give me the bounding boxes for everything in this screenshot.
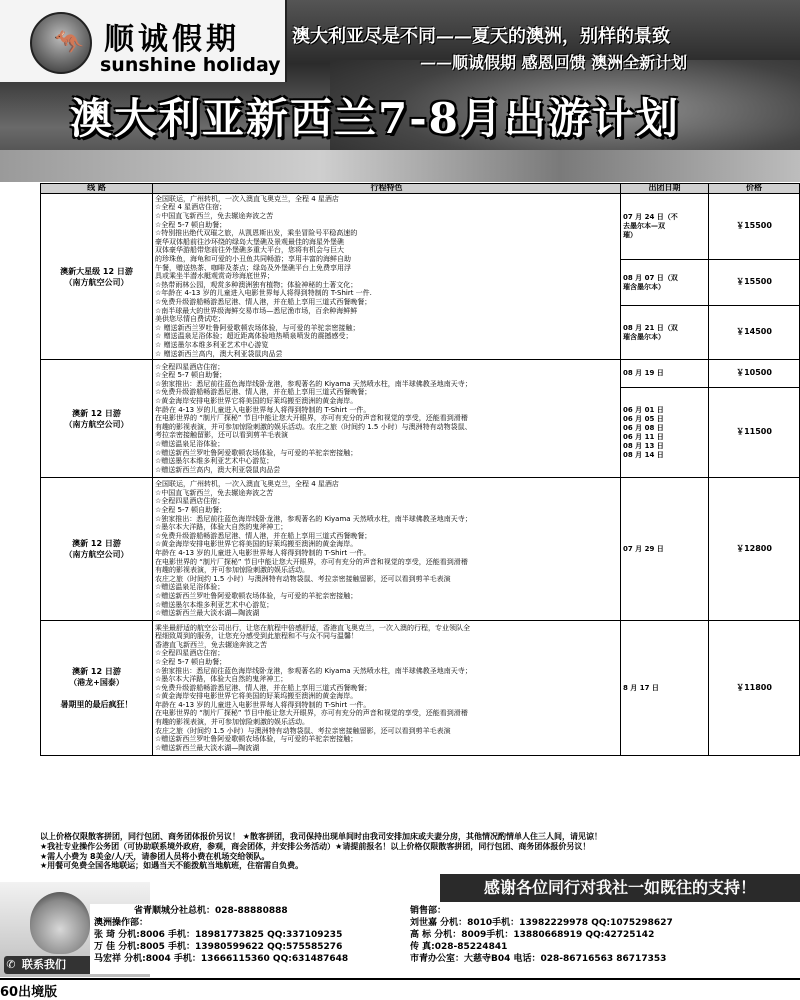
feature-line: ☆中国直飞新西兰，免去辗途奔波之苦 [155, 212, 274, 221]
feature-line: ☆ 赠送温泉足浴体验；超近距离体验地热喷泉喷发的震撼感受； [155, 332, 353, 341]
departure-date: 璀） [623, 231, 637, 239]
feature-line: ☆赠送新西兰罗吐鲁阿爱歌顿农场体验，与可爱的羊驼亲密接触； [155, 735, 358, 744]
feature-line: 农庄之旅（时间约 1.5 小时）与澳洲特有动物袋鼠、考拉亲密接触留影，还可以看到剪羊毛表演 [155, 574, 451, 583]
feature-line: ☆南半球最大的世界级海鲜交易市场—悉尼渔市场，百余种海鲜鲜 [155, 306, 358, 315]
features-cell [153, 360, 621, 478]
route-name: 澳新 12 日游 [72, 667, 121, 676]
itinerary-table [40, 183, 800, 756]
feature-line: 年龄在 4-13 岁的儿童进入电影世界每人将得到特制的 T-Shirt 一件。 [155, 549, 371, 557]
feature-line: 年龄在 4-13 岁的儿童进入电影世界每人将得到特制的 T-Shirt 一件。 [155, 700, 371, 709]
price-cell: ￥15500 [709, 194, 800, 260]
feature-line: ☆全程 5-7 顿自助餐； [155, 371, 227, 380]
contact-info [90, 904, 800, 974]
feature-line: 年龄在 4-13 岁的儿童进入电影世界每人将得到特制的 T-Shirt 一件。 [155, 405, 371, 414]
feature-line: ☆赠送新西兰最大淡水湖—陶波湖 [155, 743, 260, 752]
feature-line: ☆赠送新西兰最大淡水湖—陶波湖 [155, 609, 260, 618]
table-row [41, 360, 800, 388]
feature-line: ☆赠送新西兰高内，澳大利亚袋鼠肉品尝 [155, 465, 281, 474]
feature-line: 双体豪华游船带您前往外堡礁多重大平台，您将有机会与巨大 [155, 246, 344, 255]
feature-line: 全国联运，广州转机，一次入澳直飞奥克兰，全程 4 星酒店 [155, 480, 339, 489]
footer-divider [0, 978, 800, 980]
scenery-strip [0, 150, 800, 182]
feature-line: 具或乘坐半潜水艇观赏奇珍海底世界； [155, 272, 274, 281]
departure-date: 07 月 29 日 [623, 544, 664, 553]
feature-line: ☆墨尔本大洋路，体验大自然的鬼斧神工； [155, 523, 288, 532]
feature-line: ☆年龄在 4-13 岁的儿童进入电影世界每人将得到特制的 T-Shirt 一件. [155, 289, 372, 298]
departure-date: 去墨尔本—双 [623, 222, 665, 230]
fax-line: 传 真:028-85224841 [410, 942, 508, 952]
route-airline: （南方航空公司） [64, 550, 129, 559]
feature-line: 在电影世界的 “制片厂探秘” 节目中能让您大开眼界，亦可有充分的声音和视觉的享受，还能看到滑稽 [155, 709, 468, 718]
feature-line: ☆墨尔本大洋路，体验大自然的鬼斧神工； [155, 675, 288, 684]
feature-line: ☆赠送温泉足浴体验； [155, 439, 225, 448]
kangaroo-logo-icon: 🦘 [30, 12, 92, 74]
feature-line: ☆独家推出：悉尼前往蓝色海岸线卧龙港，参观著名的 Kiyama 天然喷水柱，南半球佛教圣地南天寺； [155, 379, 472, 388]
departure-date-cell [621, 388, 709, 478]
departure-date: 06 月 05 日 [623, 414, 664, 423]
tagline-1: 澳大利亚尽是不同——夏天的澳洲，别样的景致 [292, 26, 670, 47]
departure-date-cell [621, 360, 709, 388]
feature-line: ☆ 赠送新西兰高内，澳大利亚袋鼠肉品尝 [155, 349, 283, 358]
feature-line: ☆赠送新西兰罗吐鲁阿爱歌顿农场体验，与可爱的羊驼亲密接触； [155, 448, 358, 457]
contact-us-label: 联系我们 [21, 958, 66, 971]
feature-line: ☆黄金海岸安排电影世界它将美国的好莱坞搬至澳洲的黄金海岸。 [155, 540, 358, 549]
header-features: 行程特色 [153, 184, 621, 194]
feature-line: ☆ 赠送墨尔本维多利亚艺术中心游览 [155, 340, 269, 349]
features-cell [153, 478, 621, 621]
price-cell: ￥12800 [709, 478, 800, 621]
feature-line: 有趣的影视表演，并可参加惊险刺激的娱乐活动。 [155, 566, 309, 575]
route-name: 澳新 12 日游 [72, 539, 121, 548]
feature-line: 程细致周到的服务，让您充分感受到此旅程和不与众不同与温馨！ [155, 632, 358, 641]
route-slogan: 暑期里的最后疯狂！ [60, 700, 133, 709]
departure-date: 08 月 19 日 [623, 369, 664, 377]
ops-staff-line: 马宏祥 分机:8004 手机：13666115360 QQ:631487648 [94, 954, 349, 964]
feature-line: 午餐，赠送热茶、咖啡及茶点；绿岛及外堡礁平台上免费享用浮 [155, 263, 351, 272]
feature-line: 有趣的影视表演，并可参加惊险刺激的娱乐活动。 [155, 718, 309, 727]
tagline-2: ——顺诚假期 感恩回馈 澳洲全新计划 [420, 53, 688, 72]
note-line: ★用餐可免费全国各地联运；如遇当天不能拨航当地航班，住宿需自负费。 [40, 861, 304, 871]
feature-line: ☆全程四星酒店住宿； [155, 497, 225, 506]
departure-date: 08 月 14 日 [623, 450, 664, 459]
feature-line: ☆ 赠送新西兰罗吐鲁阿爱歌顿农场体验，与可爱的羊驼亲密接触； [155, 323, 360, 332]
route-cell [41, 194, 153, 360]
price-cell: ￥15500 [709, 260, 800, 306]
feature-line: 的珍珠鱼，海龟和可爱的小丑鱼共同畅游；享用丰富的海鲜自助 [155, 255, 351, 264]
price-cell: ￥11800 [709, 621, 800, 756]
feature-line: 农庄之旅（时间约 1.5 小时）与澳洲特有动物袋鼠、考拉亲密接触留影，还可以看到剪羊毛表演 [155, 726, 451, 735]
phone-icon: ✆ [6, 958, 16, 971]
departure-date: 08 月 21 日（双 [623, 323, 678, 332]
feature-line: ☆全程四星酒店住宿； [155, 362, 225, 371]
table-row [41, 478, 800, 621]
route-airline: （南方航空公司） [64, 419, 129, 429]
sales-staff-line: 刘世嘉 分机：8010手机：13982229978 QQ:1075298627 [410, 918, 673, 928]
table-row [41, 621, 800, 756]
departure-date: 08 月 07 日（双 [623, 273, 678, 282]
feature-line: 豪华双体船前往沙环绕的绿岛大堡礁及景观最佳的海星外堡礁 [155, 237, 344, 246]
departure-date-cell [621, 478, 709, 621]
features-cell [153, 194, 621, 360]
feature-line: 乘坐最舒适的航空公司出行，让您在航程中倍感舒适，香港直飞奥克兰，一次入澳的行程，专业领队全 [155, 623, 470, 632]
logo-block [0, 0, 287, 82]
company-switchboard: 省青顺城分社总机：028-88880888 [134, 906, 288, 916]
feature-line: ☆赠送新西兰罗吐鲁阿爱歌顿农场体验，与可爱的羊驼亲密接触； [155, 591, 358, 600]
route-cell [41, 360, 153, 478]
feature-line: ☆全程 5-7 顿自助餐； [155, 220, 227, 229]
feature-line: 香港直飞新西兰，免去辗途奔波之苦 [155, 640, 267, 649]
price-cell: ￥11500 [709, 388, 800, 478]
feature-line: ☆中国直飞新西兰，免去辗途奔波之苦 [155, 488, 274, 497]
route-name: 澳新大星级 12 日游 [60, 266, 133, 276]
customer-service-avatar [30, 892, 90, 954]
departure-date: 06 月 08 日 [623, 423, 664, 432]
feature-line: ☆独家推出：悉尼前往蓝色海岸线卧龙港，参观著名的 Kiyama 天然喷水柱，南半球佛教圣地南天寺； [155, 514, 472, 523]
table-header-row [41, 184, 800, 194]
feature-line: ☆全程 4 星酒店住宿； [155, 203, 227, 212]
feature-line: ☆赠送墨尔本维多利亚艺术中心游览； [155, 457, 274, 466]
feature-line: 在电影世界的 “制片厂探秘” 节目中能让您大开眼界，亦可有充分的声音和视觉的享受，还能看到滑稽 [155, 557, 468, 566]
feature-line: ☆独家推出：悉尼前往蓝色海岸线卧龙港，参观著名的 Kiyama 天然喷水柱，南半球佛教圣地南天寺； [155, 666, 472, 675]
sales-department: 销售部： [410, 906, 447, 916]
feature-line: 全国联运，广州转机，一次入澳直飞奥克兰，全程 4 星酒店 [155, 194, 339, 203]
feature-line: 在电影世界的 “制片厂探秘” 节目中能让您大开眼界，亦可有充分的声音和视觉的享受，还能看到滑稽 [155, 414, 468, 423]
header-banner [0, 0, 800, 182]
feature-line: ☆全程四星酒店住宿； [155, 649, 225, 658]
route-airline: （南方航空公司） [64, 277, 129, 287]
price-cell: ￥14500 [709, 306, 800, 360]
departure-date: 璀含墨尔本） [623, 332, 665, 341]
feature-line: ☆免费升级游船畅游悉尼港、情人港，并在船上享用三道式西餐晚餐； [155, 683, 372, 692]
table-row [41, 194, 800, 260]
ops-staff-line: 万 佳 分机:8005 手机：13980599622 QQ:575585276 [94, 942, 343, 952]
header-price: 价格 [709, 184, 800, 194]
page-title: 澳大利亚新西兰7-8月出游计划 [70, 94, 680, 143]
thanks-banner: 感谢各位同行对我社一如既往的支持！ [440, 874, 800, 902]
note-line: ★需人小费为 8美金/人/天，请参团人员将小费在机场交给领队。 [40, 851, 270, 861]
departure-date: 8 月 17 日 [623, 683, 659, 692]
brand-name-cn: 顺诚假期 [104, 22, 240, 57]
departure-date: 08 月 13 日 [623, 441, 664, 450]
departure-date-cell [621, 621, 709, 756]
feature-line: 考拉亲密接触留影，还可以看到剪羊毛表演 [155, 431, 288, 440]
route-spacer [43, 688, 150, 699]
feature-line: ☆免费升级游船畅游悉尼港、情人港，并在船上享用三道式西餐晚餐； [155, 388, 372, 397]
feature-line: ☆免费升级游船畅游悉尼港、情人港，并在船上享用三道式西餐晚餐； [155, 531, 372, 540]
ops-department: 澳洲操作部： [94, 918, 149, 928]
brand-name-en: sunshine holiday [100, 54, 281, 76]
feature-line: 有趣的影视表演，并可参加惊险刺激的娱乐活动。农庄之旅（时间约 1.5 小时）与澳洲特有动物袋鼠、 [155, 422, 472, 431]
feature-line: ☆赠送墨尔本维多利亚艺术中心游览； [155, 600, 274, 609]
feature-line: ☆全程 5-7 顿自助餐； [155, 657, 227, 666]
feature-line: 美供您尽情自费试吃； [155, 315, 225, 324]
departure-date-cell [621, 194, 709, 260]
features-cell [153, 621, 621, 756]
header-route: 线 路 [41, 184, 153, 194]
departure-date: 璀含墨尔本） [623, 282, 665, 291]
feature-line: ☆黄金海岸安排电影世界它将美国的好莱坞搬至澳洲的黄金海岸。 [155, 397, 358, 406]
page-footer: 60出境版 [0, 985, 58, 1000]
feature-line: ☆赠送温泉足浴体验； [155, 583, 225, 592]
contact-us-button[interactable] [4, 956, 104, 974]
feature-line: ☆特别推出绝代双璀之旅，从凯恩斯出发，乘坐冒险号平稳高速的 [155, 229, 358, 238]
feature-line: ☆全程 5-7 顿自助餐； [155, 506, 227, 515]
price-cell: ￥10500 [709, 360, 800, 388]
departure-date-cell [621, 260, 709, 306]
ops-staff-line: 张 琦 分机:8006 手机：18981773825 QQ:337109235 [94, 930, 343, 940]
note-line: ★我社专业操作公务团（可协助联系境外政府，参观，商会团体，并安排公务活动）★请提前报名！以上价格仅限散客拼团，同行包团、商务团体报价另议！ [40, 841, 591, 851]
departure-date: 07 月 24 日（不 [623, 213, 678, 221]
office-line: 市青办公室：大慈寺B04 电话：028-86716563 86717353 [410, 954, 667, 964]
departure-date: 06 月 01 日 [623, 405, 664, 414]
departure-date-cell [621, 306, 709, 360]
sales-staff-line: 高 标 分机：8009手机：13880668919 QQ:42725142 [410, 930, 655, 940]
booking-notes [40, 832, 800, 871]
departure-date: 06 月 11 日 [623, 432, 664, 441]
header-dates: 出团日期 [621, 184, 709, 194]
feature-line: ☆免费升级游船畅游悉尼港、情人港，并在船上享用三道式西餐晚餐； [155, 297, 372, 306]
route-name: 澳新 12 日游 [72, 408, 121, 418]
feature-line: ☆黄金海岸安排电影世界它将美国的好莱坞搬至澳洲的黄金海岸。 [155, 692, 358, 701]
note-line: 以上价格仅限散客拼团，同行包团、商务团体报价另议！ ★散客拼团，我司保持出现单间时由我司安排加床或夫妻分房，其他情况酌情单人住三人间，请见谅！ [40, 832, 602, 841]
route-cell [41, 621, 153, 756]
route-cell [41, 478, 153, 621]
route-airline: （港龙+国泰） [69, 678, 124, 687]
feature-line: ☆热带雨林公园，观赏多种澳洲独有植物；体验神秘的土著文化； [155, 280, 358, 289]
